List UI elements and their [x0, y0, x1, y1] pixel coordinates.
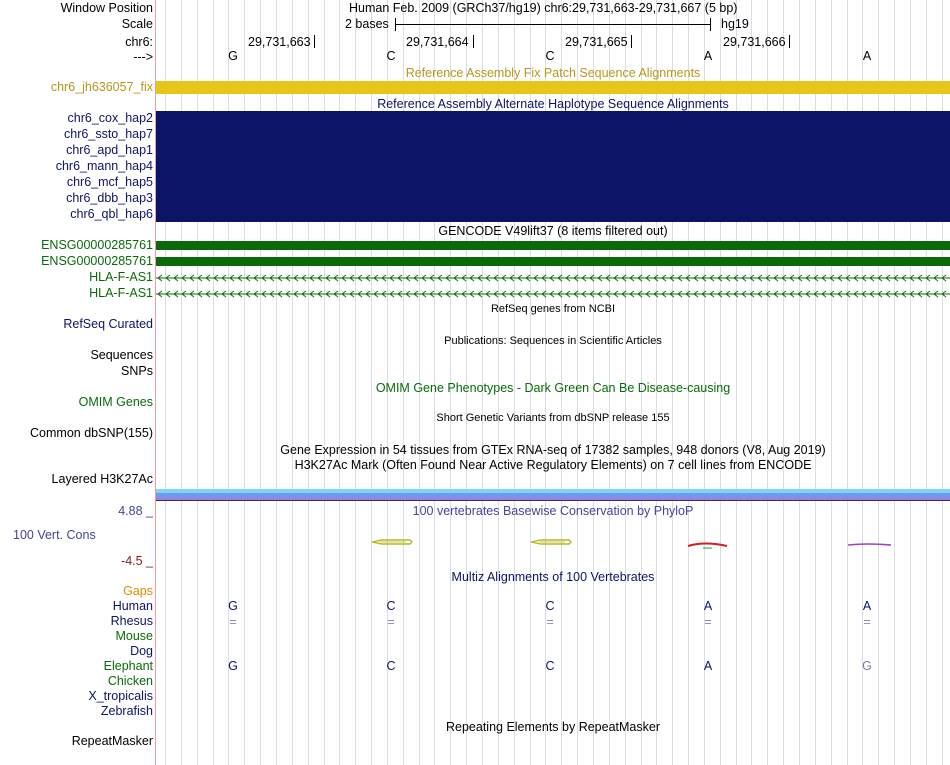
coord-label-1: 29,731,663 [248, 35, 311, 49]
gencode-row-label-3[interactable]: HLA-F-AS1 [89, 270, 153, 284]
fix-patch-track-title[interactable]: Reference Assembly Fix Patch Sequence Alignments [405, 66, 701, 80]
gencode-row-label-4[interactable]: HLA-F-AS1 [89, 286, 153, 300]
strand-label: ---> [133, 50, 153, 64]
alt-haplo-track-title[interactable]: Reference Assembly Alternate Haplotype Sequence Alignments [377, 97, 729, 111]
elephant-base-5: G [862, 659, 872, 673]
fix-patch-row-label[interactable]: chr6_jh636057_fix [50, 80, 153, 94]
elephant-base-2: C [386, 659, 396, 673]
species-label-human: Human [112, 599, 153, 613]
human-base-1: G [228, 599, 238, 613]
scale-assembly-text: hg19 [721, 17, 749, 31]
alt-haplo-row-label-4[interactable]: chr6_mann_hap4 [55, 159, 153, 173]
alt-haplo-row-label-3[interactable]: chr6_apd_hap1 [66, 143, 153, 157]
phylop-mark-2 [531, 540, 571, 544]
alt-haplo-row-label-6[interactable]: chr6_dbb_hap3 [66, 191, 153, 205]
phylop-min-label: -4.5 _ [121, 554, 153, 568]
publications-sequences-label[interactable]: Sequences [90, 348, 153, 362]
ref-base-2: C [386, 49, 396, 63]
phylop-mark-3 [688, 544, 727, 549]
human-base-4: A [703, 599, 713, 613]
publications-track-title[interactable]: Publications: Sequences in Scientific Articles [444, 335, 662, 347]
omim-track-title[interactable]: OMIM Gene Phenotypes - Dark Green Can Be Disease-causing [375, 381, 731, 395]
scale-bases-text: 2 bases [345, 17, 389, 31]
coord-label-3: 29,731,665 [565, 35, 628, 49]
species-label-dog: Dog [130, 644, 153, 658]
ref-base-4: A [703, 49, 713, 63]
phylop-max-label: 4.88 _ [118, 504, 153, 518]
phylop-mark-4 [848, 544, 891, 545]
h3k27ac-track-title[interactable]: H3K27Ac Mark (Often Found Near Active Regulatory Elements) on 7 cell lines from ENCODE [294, 458, 812, 472]
species-label-x-tropicalis: X_tropicalis [88, 689, 153, 703]
ref-base-3: C [545, 49, 555, 63]
species-label-mouse: Mouse [115, 629, 153, 643]
multiz-track-title[interactable]: Multiz Alignments of 100 Vertebrates [451, 570, 655, 584]
species-label-rhesus: Rhesus [110, 614, 153, 628]
phylop-mark-1 [372, 540, 412, 544]
ref-base-5: A [862, 49, 872, 63]
chrom-label: chr6: [125, 35, 153, 49]
dbsnp-track-title[interactable]: Short Genetic Variants from dbSNP release 155 [436, 412, 670, 424]
ref-base-1: G [228, 49, 238, 63]
human-base-2: C [386, 599, 396, 613]
omim-label[interactable]: OMIM Genes [78, 395, 153, 409]
window-position-label: Window Position [60, 1, 153, 15]
scale-label: Scale [121, 17, 153, 31]
elephant-base-4: A [703, 659, 713, 673]
rhesus-base-4: = [704, 615, 712, 629]
refseq-track-title[interactable]: RefSeq genes from NCBI [490, 303, 616, 315]
h3k27ac-label[interactable]: Layered H3K27Ac [51, 472, 153, 486]
coord-label-2: 29,731,664 [406, 35, 469, 49]
alt-haplo-row-label-5[interactable]: chr6_mcf_hap5 [66, 175, 153, 189]
alt-haplo-row-label-7[interactable]: chr6_qbl_hap6 [70, 207, 153, 221]
publications-snps-label[interactable]: SNPs [121, 364, 153, 378]
human-base-5: A [862, 599, 872, 613]
elephant-base-3: C [545, 659, 555, 673]
repeatmasker-track-title[interactable]: Repeating Elements by RepeatMasker [445, 720, 660, 734]
rhesus-base-2: = [387, 615, 395, 629]
gencode-track-title[interactable]: GENCODE V49lift37 (8 items filtered out) [438, 224, 668, 238]
elephant-base-1: G [228, 659, 238, 673]
dbsnp-label[interactable]: Common dbSNP(155) [30, 426, 153, 440]
phylop-label[interactable]: 100 Vert. Cons [13, 528, 96, 542]
multiz-gaps-label: Gaps [123, 584, 153, 598]
rhesus-base-5: = [863, 615, 871, 629]
repeatmasker-label[interactable]: RepeatMasker [71, 734, 153, 748]
rhesus-base-3: = [546, 615, 554, 629]
rhesus-base-1: = [229, 615, 237, 629]
species-label-elephant: Elephant [103, 659, 153, 673]
alt-haplo-row-label-1[interactable]: chr6_cox_hap2 [67, 111, 153, 125]
species-label-chicken: Chicken [107, 674, 153, 688]
gencode-row-label-2[interactable]: ENSG00000285761 [41, 254, 153, 268]
phylop-track-title[interactable]: 100 vertebrates Basewise Conservation by PhyloP [412, 504, 694, 518]
refseq-label[interactable]: RefSeq Curated [63, 317, 153, 331]
gencode-row-label-1[interactable]: ENSG00000285761 [41, 238, 153, 252]
coord-label-4: 29,731,666 [723, 35, 786, 49]
gtex-track-title[interactable]: Gene Expression in 54 tissues from GTEx RNA-seq of 17382 samples, 948 donors (V8, Aug 2019) [280, 443, 826, 457]
species-label-zebrafish: Zebrafish [100, 704, 153, 718]
window-position-value: Human Feb. 2009 (GRCh37/hg19) chr6:29,731,663-29,731,667 (5 bp) [349, 1, 738, 15]
human-base-3: C [545, 599, 555, 613]
alt-haplo-row-label-2[interactable]: chr6_ssto_hap7 [64, 127, 153, 141]
